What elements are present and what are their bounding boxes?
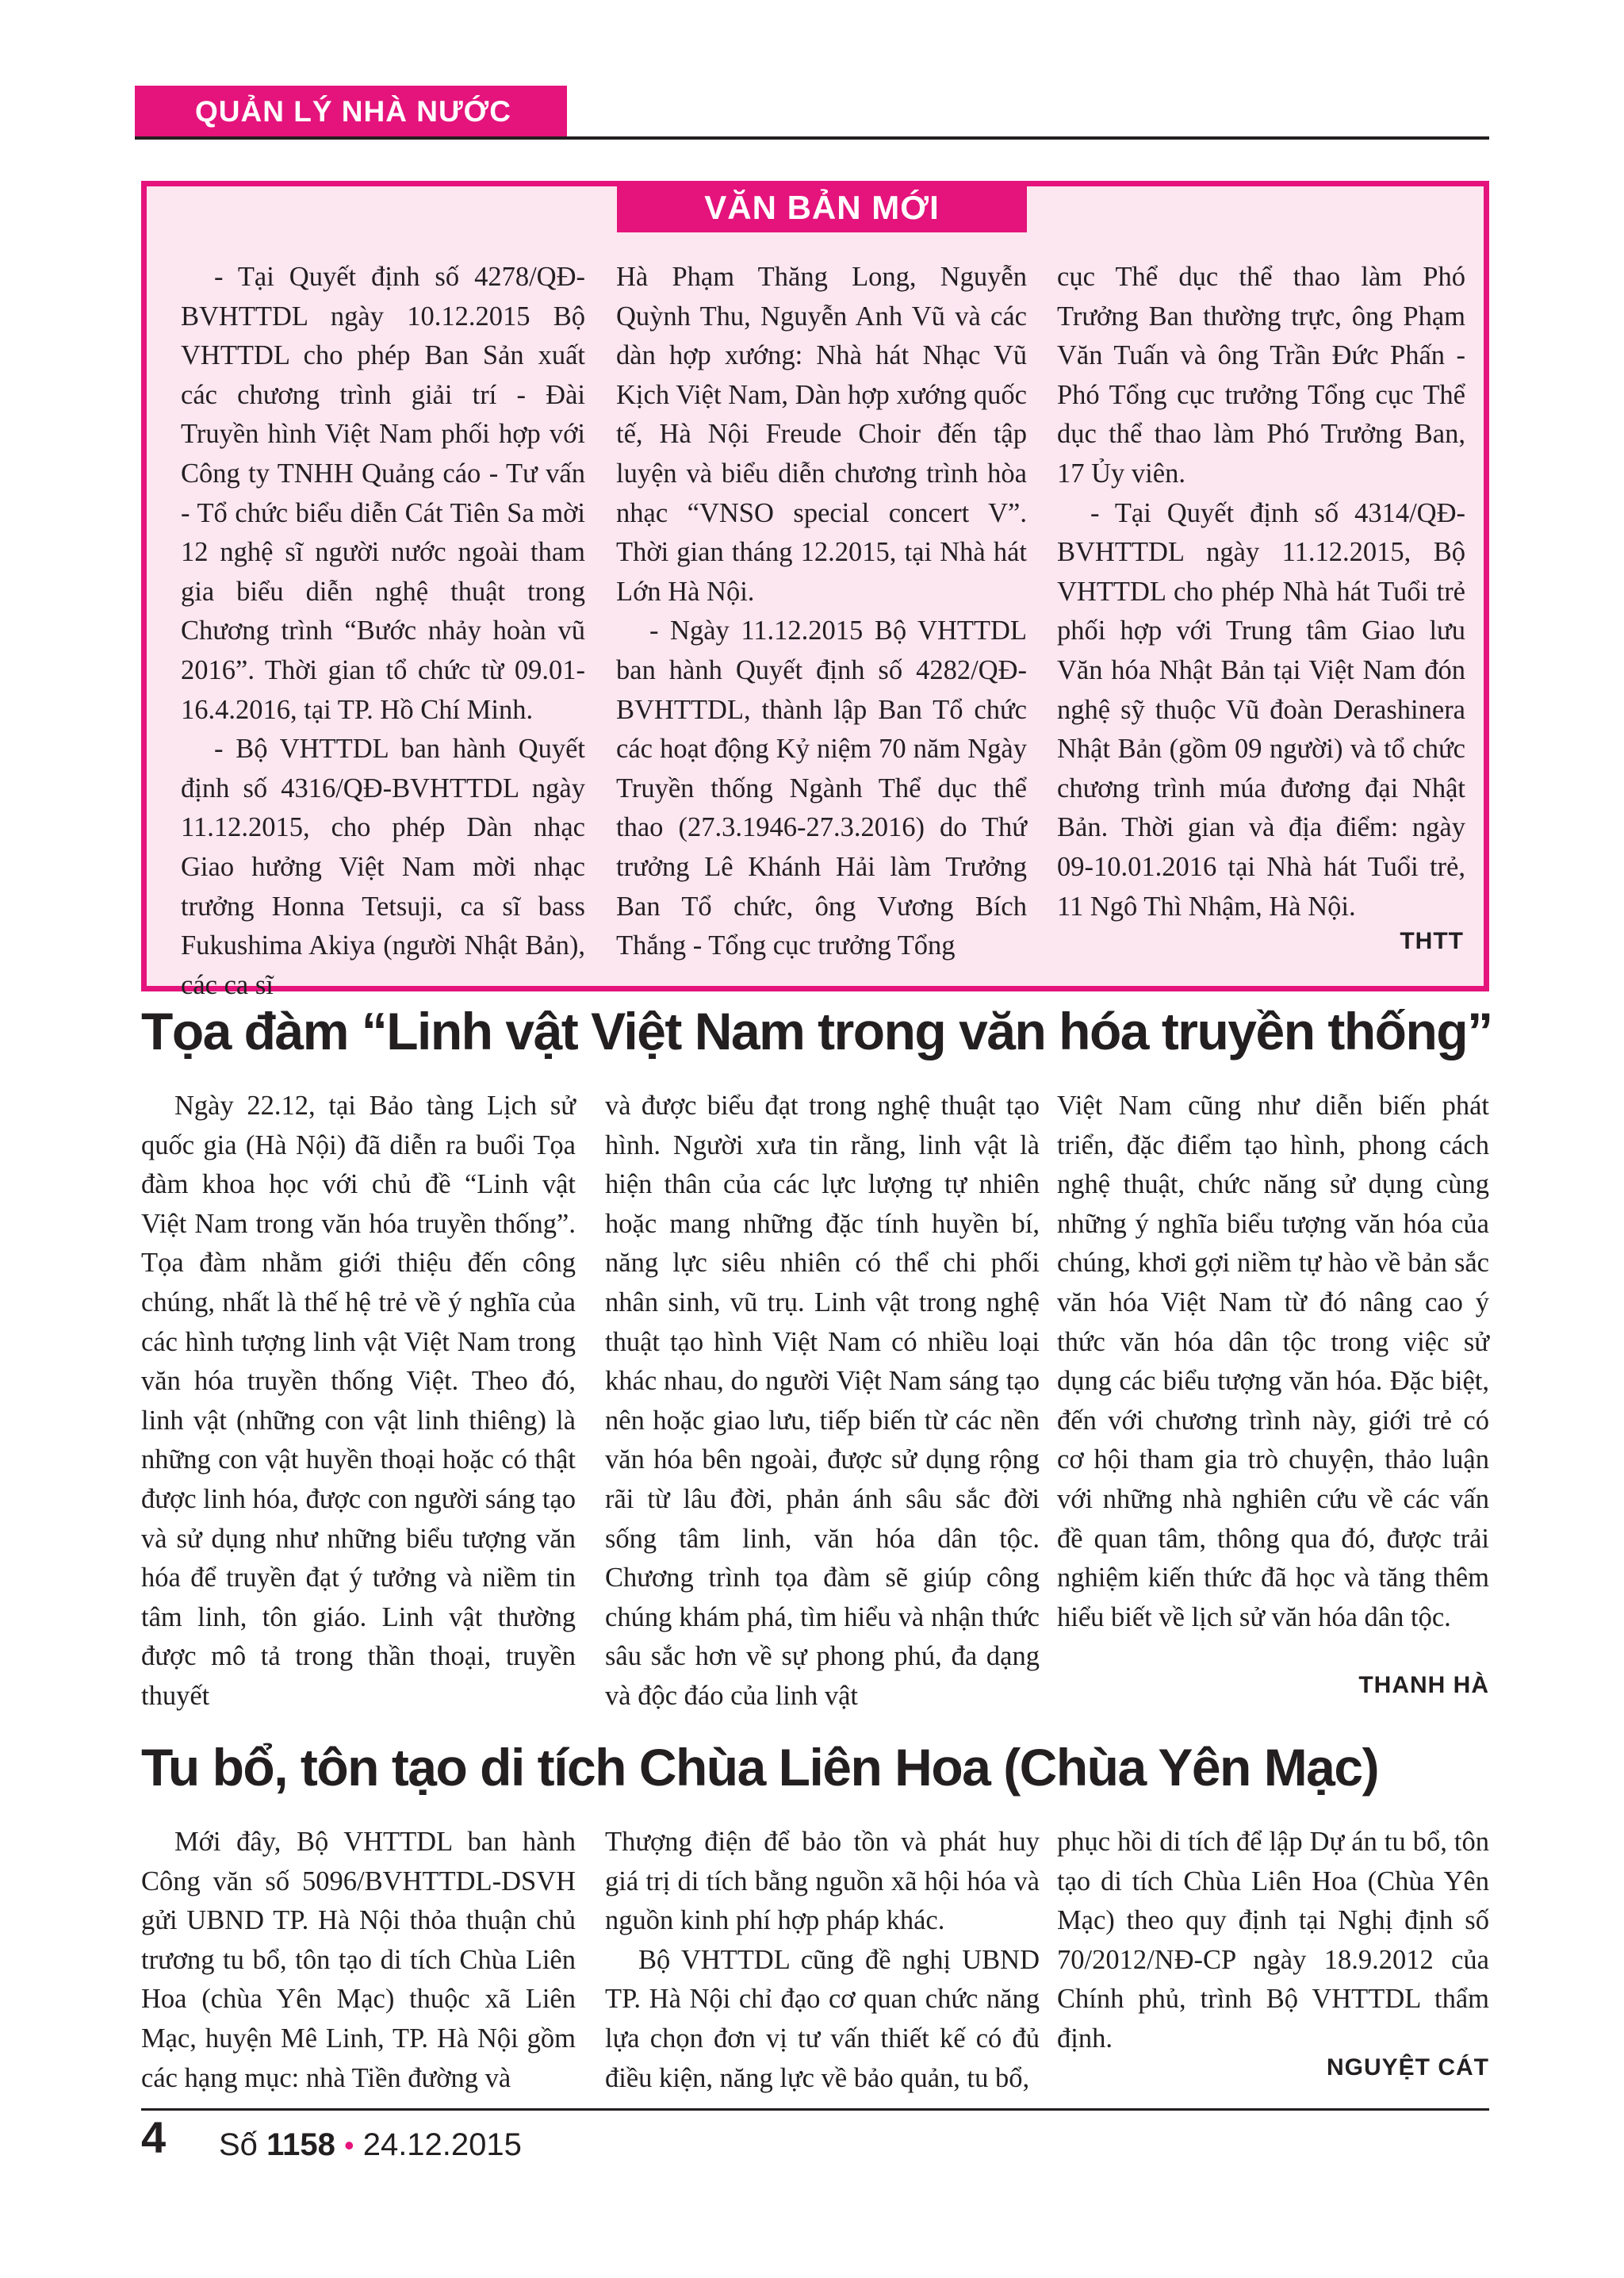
notice-paragraph: - Tại Quyết định số 4314/QĐ-BVHTTDL ngày 11.12.2015, Bộ VHTTDL cho phép Nhà hát Tuổi trẻ phối hợp với Trung tâm Giao lưu Văn hóa Nhật Bản tại Việt Nam đón nghệ sỹ thuộc Vũ đoàn Derashinera Nhật Bản (gồm 09 người) và tổ chức chương trình múa đương đại Nhật Bản. Thời gian và địa điểm: ngày 09-10.01.2016 tại Nhà hát Tuổi trẻ, 11 Ngô Thì Nhậm, Hà Nội. <box>1057 497 1465 922</box>
notice-column-3 <box>1057 258 1465 926</box>
page-number: 4 <box>141 2112 167 2162</box>
article-1-column-1 <box>141 1087 576 1716</box>
article-1-paragraph: Việt Nam cũng như diễn biến phát triển, đặc điểm tạo hình, phong cách nghệ thuật, chức năng sử dụng cùng những ý nghĩa biểu tượng văn hóa của chúng, khơi gợi niềm tự hào về bản sắc văn hóa Việt Nam từ đó nâng cao ý thức văn hóa dân tộc trong việc sử dụng các biểu tượng văn hóa. Đặc biệt, đến với chương trình này, giới trẻ có cơ hội tham gia trò chuyện, thảo luận với những nhà nghiên cứu về các vấn đề quan tâm, thông qua đó, được trải nghiệm kiến thức đã học và tăng thêm hiểu biết về lịch sử văn hóa dân tộc. <box>1057 1091 1489 1632</box>
notice-box-title: VĂN BẢN MỚI <box>617 182 1027 232</box>
article-2-signature: NGUYỆT CÁT <box>1327 2054 1489 2080</box>
article-1-paragraph: Ngày 22.12, tại Bảo tàng Lịch sử quốc gia (Hà Nội) đã diễn ra buổi Tọa đàm khoa học với chủ đề “Linh vật Việt Nam trong văn hóa truyền thống”. Tọa đàm nhằm giới thiệu đến công chúng, nhất là thế hệ trẻ về ý nghĩa của các hình tượng linh vật Việt Nam trong văn hóa truyền thống Việt. Theo đó, linh vật (những con vật linh thiêng) là những con vật huyền thoại hoặc có thật được linh hóa, được con người sáng tạo và sử dụng như những biểu tượng văn hóa để truyền đạt ý tưởng và niềm tin tâm linh, tôn giáo. Linh vật thường được mô tả trong thần thoại, truyền thuyết <box>141 1091 576 1711</box>
header-rule <box>135 136 1489 140</box>
section-label: QUẢN LÝ NHÀ NƯỚC <box>135 86 567 138</box>
bullet-icon: • <box>343 2129 354 2161</box>
notice-paragraph: - Bộ VHTTDL ban hành Quyết định số 4316/QĐ-BVHTTDL ngày 11.12.2015, cho phép Dàn nhạc Giao hưởng Việt Nam mời nhạc trưởng Honna Tetsuji, ca sĩ bass Fukushima Akiya (người Nhật Bản), các ca sĩ <box>181 734 585 1000</box>
article-2-paragraph: Bộ VHTTDL cũng đề nghị UBND TP. Hà Nội chỉ đạo cơ quan chức năng lựa chọn đơn vị tư vấn thiết kế có đủ điều kiện, năng lực về bảo quản, tu bổ, <box>605 1944 1040 2093</box>
notice-paragraph: - Tại Quyết định số 4278/QĐ-BVHTTDL ngày 10.12.2015 Bộ VHTTDL cho phép Ban Sản xuất các chương trình giải trí - Đài Truyền hình Việt Nam phối hợp với Công ty TNHH Quảng cáo - Tư vấn - Tổ chức biểu diễn Cát Tiên Sa mời 12 nghệ sĩ người nước ngoài tham gia biểu diễn nghệ thuật trong Chương trình “Bước nhảy hoàn vũ 2016”. Thời gian tổ chức từ 09.01-16.4.2016, tại TP. Hồ Chí Minh. <box>181 262 585 725</box>
notice-column-1 <box>181 258 585 1005</box>
notice-paragraph: cục Thể dục thể thao làm Phó Trưởng Ban thường trực, ông Phạm Văn Tuấn và ông Trần Đức Phấn - Phó Tổng cục trưởng Tổng cục Thể dục thể thao làm Phó Trưởng Ban, 17 Ủy viên. <box>1057 262 1465 489</box>
article-2-paragraph: phục hồi di tích để lập Dự án tu bổ, tôn tạo di tích Chùa Liên Hoa (Chùa Yên Mạc) theo quy định tại Nghị định số 70/2012/NĐ-CP ngày 18.9.2012 của Chính phủ, trình Bộ VHTTDL thẩm định. <box>1057 1827 1489 2054</box>
article-1-headline: Tọa đàm “Linh vật Việt Nam trong văn hóa truyền thống” <box>141 1002 1492 1060</box>
issue-date: 24.12.2015 <box>362 2127 522 2162</box>
article-1-signature: THANH HÀ <box>1358 1672 1489 1698</box>
notice-column-2 <box>616 258 1027 966</box>
article-1-paragraph: và được biểu đạt trong nghệ thuật tạo hình. Người xưa tin rằng, linh vật là hiện thân của các lực lượng tự nhiên hoặc mang những đặc tính huyền bí, năng lực siêu nhiên có thể chi phối nhân sinh, vũ trụ. Linh vật trong nghệ thuật tạo hình Việt Nam có nhiều loại khác nhau, do người Việt Nam sáng tạo nên hoặc giao lưu, tiếp biến từ các nền văn hóa bên ngoài, được sử dụng rộng rãi từ lâu đời, phản ánh sâu sắc đời sống tâm linh, văn hóa dân tộc. Chương trình tọa đàm sẽ giúp công chúng khám phá, tìm hiểu và nhận thức sâu sắc hơn về sự phong phú, đa dạng và độc đáo của linh vật <box>605 1091 1040 1711</box>
notice-signature: THTT <box>1400 928 1464 954</box>
notice-paragraph: - Ngày 11.12.2015 Bộ VHTTDL ban hành Quyết định số 4282/QĐ-BVHTTDL, thành lập Ban Tổ chức các hoạt động Kỷ niệm 70 năm Ngày Truyền thống Ngành Thể dục thể thao (27.3.1946-27.3.2016) do Thứ trưởng Lê Khánh Hải làm Trưởng Ban Tổ chức, ông Vương Bích Thắng - Tổng cục trưởng Tổng <box>616 616 1027 961</box>
article-2-paragraph: Mới đây, Bộ VHTTDL ban hành Công văn số 5096/BVHTTDL-DSVH gửi UBND TP. Hà Nội thỏa thuận chủ trương tu bổ, tôn tạo di tích Chùa Liên Hoa (chùa Yên Mạc) thuộc xã Liên Mạc, huyện Mê Linh, TP. Hà Nội gồm các hạng mục: nhà Tiền đường và <box>141 1827 576 2093</box>
article-2-paragraph: Thượng điện để bảo tồn và phát huy giá trị di tích bằng nguồn xã hội hóa và nguồn kinh phí hợp pháp khác. <box>605 1827 1040 1936</box>
issue-number: 1158 <box>266 2127 335 2162</box>
issue-info <box>219 2127 522 2163</box>
article-1-column-3 <box>1057 1087 1489 1637</box>
article-2-headline: Tu bổ, tôn tạo di tích Chùa Liên Hoa (Chùa Yên Mạc) <box>141 1738 1379 1797</box>
article-2-column-1 <box>141 1823 576 2098</box>
notice-paragraph: Hà Phạm Thăng Long, Nguyễn Quỳnh Thu, Nguyễn Anh Vũ và các dàn hợp xướng: Nhà hát Nhạc Vũ Kịch Việt Nam, Dàn hợp xướng quốc tế, Hà Nội Freude Choir đến tập luyện và biểu diễn chương trình hòa nhạc “VNSO special concert V”. Thời gian tháng 12.2015, tại Nhà hát Lớn Hà Nội. <box>616 262 1027 607</box>
issue-label: Số <box>219 2127 258 2162</box>
article-2-column-2 <box>605 1823 1040 2098</box>
article-2-column-3 <box>1057 1823 1489 2059</box>
footer-rule <box>141 2108 1489 2111</box>
article-1-column-2 <box>605 1087 1040 1716</box>
